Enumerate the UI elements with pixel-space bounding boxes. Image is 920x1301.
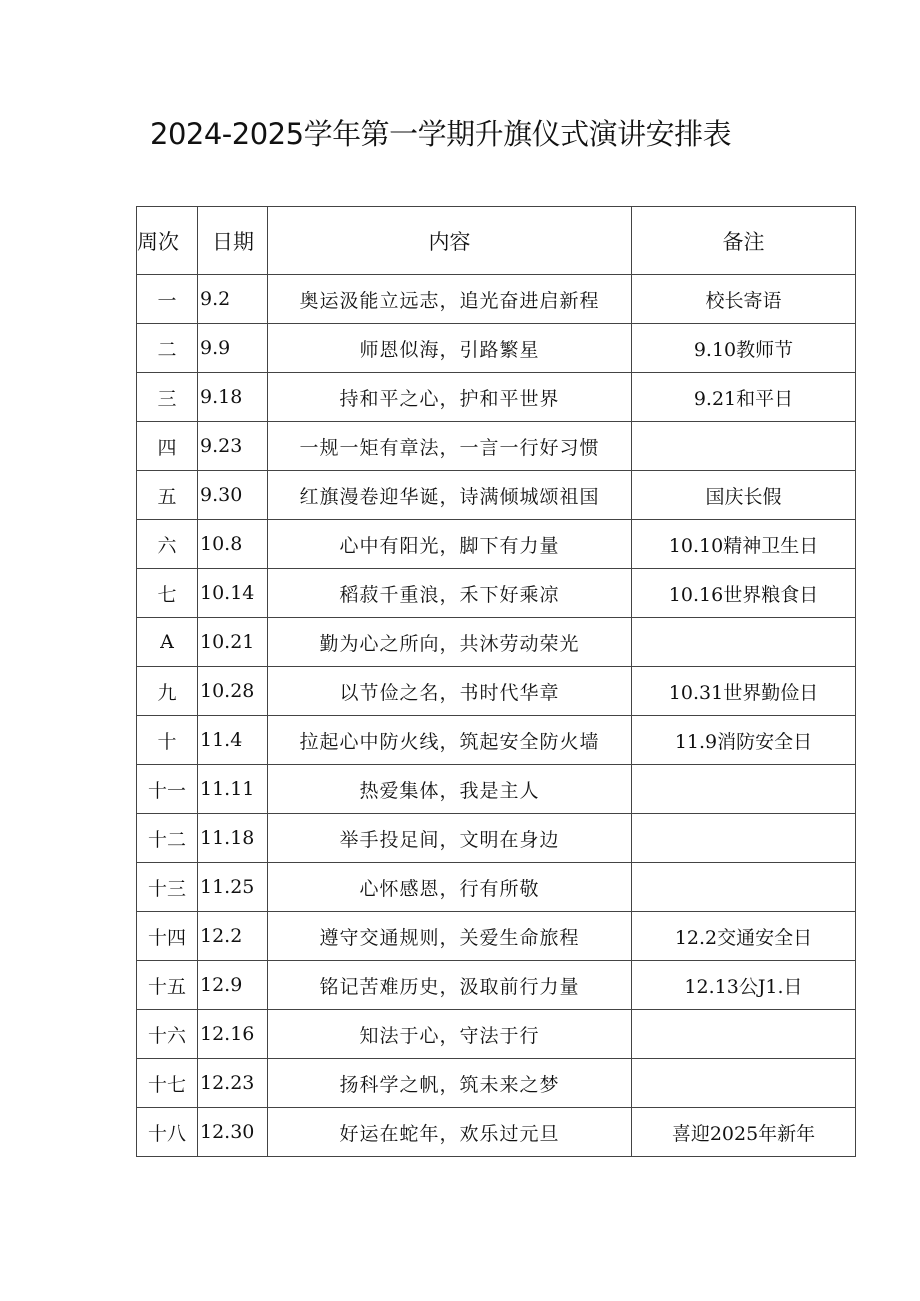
table-row bbox=[137, 324, 856, 373]
header-content: 内容 bbox=[268, 207, 632, 275]
cell-note: 喜迎2025年新年 bbox=[632, 1108, 856, 1157]
table-row bbox=[137, 961, 856, 1010]
cell-content: 热爱集体，我是主人 bbox=[268, 765, 632, 814]
table-row bbox=[137, 373, 856, 422]
table-row bbox=[137, 1010, 856, 1059]
cell-content: 师恩似海，引路繁星 bbox=[268, 324, 632, 373]
cell-week: A bbox=[137, 618, 198, 667]
cell-date: 9.2 bbox=[198, 275, 268, 324]
cell-date: 12.23 bbox=[198, 1059, 268, 1108]
cell-content: 扬科学之帆，筑未来之梦 bbox=[268, 1059, 632, 1108]
cell-week: 十六 bbox=[137, 1010, 198, 1059]
cell-content: 以节俭之名，书时代华章 bbox=[268, 667, 632, 716]
table-row bbox=[137, 716, 856, 765]
cell-week: 十三 bbox=[137, 863, 198, 912]
cell-note: 12.2交通安全日 bbox=[632, 912, 856, 961]
cell-note: 校长寄语 bbox=[632, 275, 856, 324]
cell-content: 稻菽千重浪，禾下好乘凉 bbox=[268, 569, 632, 618]
schedule-table bbox=[136, 206, 856, 1157]
cell-week: 十五 bbox=[137, 961, 198, 1010]
cell-week: 一 bbox=[137, 275, 198, 324]
header-week: 周次 bbox=[137, 207, 198, 275]
cell-note: 10.31世界勤俭日 bbox=[632, 667, 856, 716]
cell-content: 遵守交通规则，关爱生命旅程 bbox=[268, 912, 632, 961]
cell-content: 红旗漫卷迎华诞，诗满倾城颂祖国 bbox=[268, 471, 632, 520]
cell-date: 11.11 bbox=[198, 765, 268, 814]
cell-content: 知法于心，守法于行 bbox=[268, 1010, 632, 1059]
cell-week: 七 bbox=[137, 569, 198, 618]
cell-content: 心怀感恩，行有所敬 bbox=[268, 863, 632, 912]
cell-date: 11.25 bbox=[198, 863, 268, 912]
cell-date: 10.28 bbox=[198, 667, 268, 716]
cell-note bbox=[632, 863, 856, 912]
cell-week: 十一 bbox=[137, 765, 198, 814]
cell-note: 9.21和平日 bbox=[632, 373, 856, 422]
cell-date: 10.14 bbox=[198, 569, 268, 618]
table-header-row bbox=[137, 207, 856, 275]
cell-week: 五 bbox=[137, 471, 198, 520]
cell-week: 四 bbox=[137, 422, 198, 471]
cell-week: 十四 bbox=[137, 912, 198, 961]
cell-week: 六 bbox=[137, 520, 198, 569]
cell-content: 心中有阳光，脚下有力量 bbox=[268, 520, 632, 569]
cell-date: 12.2 bbox=[198, 912, 268, 961]
cell-date: 11.4 bbox=[198, 716, 268, 765]
cell-note bbox=[632, 422, 856, 471]
cell-date: 9.30 bbox=[198, 471, 268, 520]
table-row bbox=[137, 471, 856, 520]
cell-note: 10.16世界粮食日 bbox=[632, 569, 856, 618]
cell-content: 拉起心中防火线，筑起安全防火墙 bbox=[268, 716, 632, 765]
cell-content: 勤为心之所向，共沐劳动荣光 bbox=[268, 618, 632, 667]
cell-date: 12.30 bbox=[198, 1108, 268, 1157]
table-row bbox=[137, 765, 856, 814]
table-row bbox=[137, 863, 856, 912]
cell-note bbox=[632, 765, 856, 814]
cell-note bbox=[632, 1010, 856, 1059]
cell-note bbox=[632, 618, 856, 667]
header-note: 备注 bbox=[632, 207, 856, 275]
cell-date: 10.8 bbox=[198, 520, 268, 569]
table-row bbox=[137, 569, 856, 618]
table-row bbox=[137, 1108, 856, 1157]
cell-note bbox=[632, 1059, 856, 1108]
cell-date: 10.21 bbox=[198, 618, 268, 667]
cell-date: 9.9 bbox=[198, 324, 268, 373]
cell-note: 9.10教师节 bbox=[632, 324, 856, 373]
table-row bbox=[137, 814, 856, 863]
table-row bbox=[137, 422, 856, 471]
schedule-body bbox=[137, 275, 856, 1157]
page-title: 2024-2025学年第一学期升旗仪式演讲安排表 bbox=[150, 117, 732, 151]
cell-date: 12.16 bbox=[198, 1010, 268, 1059]
cell-week: 十七 bbox=[137, 1059, 198, 1108]
header-date: 日期 bbox=[198, 207, 268, 275]
cell-week: 十八 bbox=[137, 1108, 198, 1157]
cell-content: 好运在蛇年，欢乐过元旦 bbox=[268, 1108, 632, 1157]
cell-content: 铭记苦难历史，汲取前行力量 bbox=[268, 961, 632, 1010]
table-row bbox=[137, 275, 856, 324]
cell-week: 二 bbox=[137, 324, 198, 373]
cell-content: 举手投足间，文明在身边 bbox=[268, 814, 632, 863]
cell-date: 11.18 bbox=[198, 814, 268, 863]
cell-note: 国庆长假 bbox=[632, 471, 856, 520]
cell-date: 9.23 bbox=[198, 422, 268, 471]
cell-note: 12.13公J1.日 bbox=[632, 961, 856, 1010]
cell-week: 十二 bbox=[137, 814, 198, 863]
cell-week: 九 bbox=[137, 667, 198, 716]
cell-note: 11.9消防安全日 bbox=[632, 716, 856, 765]
table-row bbox=[137, 667, 856, 716]
table-row bbox=[137, 520, 856, 569]
cell-date: 12.9 bbox=[198, 961, 268, 1010]
table-row bbox=[137, 912, 856, 961]
cell-content: 奥运汲能立远志，追光奋进启新程 bbox=[268, 275, 632, 324]
cell-note: 10.10精神卫生日 bbox=[632, 520, 856, 569]
cell-content: 持和平之心，护和平世界 bbox=[268, 373, 632, 422]
cell-date: 9.18 bbox=[198, 373, 268, 422]
cell-week: 三 bbox=[137, 373, 198, 422]
cell-content: 一规一矩有章法，一言一行好习惯 bbox=[268, 422, 632, 471]
table-row bbox=[137, 1059, 856, 1108]
cell-week: 十 bbox=[137, 716, 198, 765]
cell-note bbox=[632, 814, 856, 863]
table-row bbox=[137, 618, 856, 667]
